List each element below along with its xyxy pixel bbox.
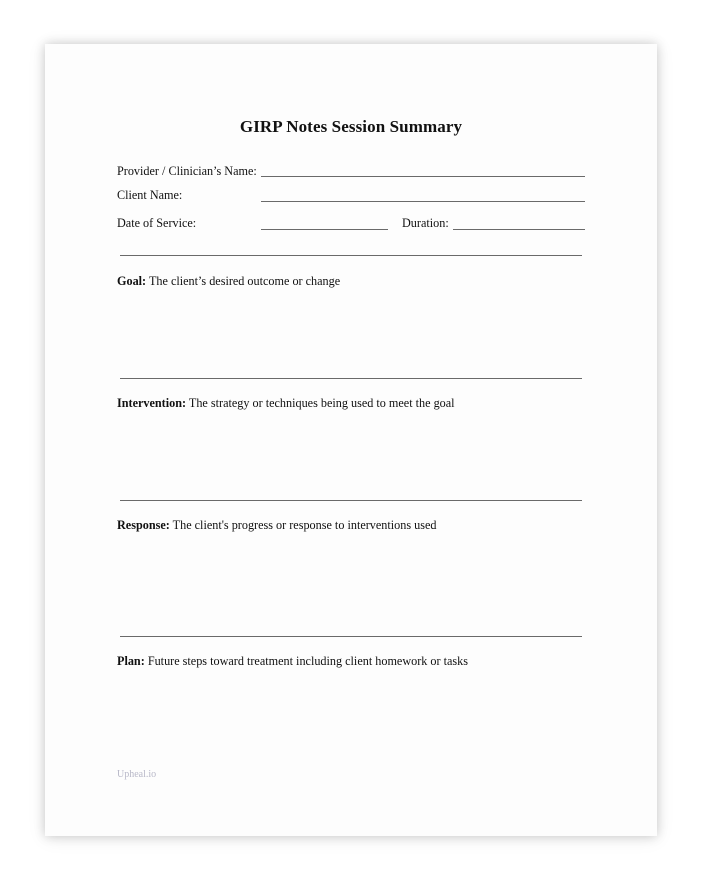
plan-notes-area[interactable] <box>117 674 585 760</box>
client-name-field[interactable] <box>261 201 585 202</box>
plan-section-header <box>117 654 468 669</box>
section-divider <box>120 636 582 637</box>
footer-brand: Upheal.io <box>117 769 157 780</box>
response-notes-area[interactable] <box>117 538 585 632</box>
intervention-section-header <box>117 396 455 411</box>
goal-heading: Goal: <box>117 274 147 288</box>
date-of-service-field[interactable] <box>261 229 388 230</box>
intervention-heading: Intervention: <box>117 396 187 410</box>
section-divider <box>120 500 582 501</box>
intervention-description: The strategy or techniques being used to meet the goal <box>186 396 455 410</box>
plan-heading: Plan: <box>117 654 145 668</box>
provider-name-field[interactable] <box>261 176 585 177</box>
client-name-label: Client Name: <box>117 188 183 202</box>
goal-notes-area[interactable] <box>117 294 585 374</box>
section-divider <box>120 255 582 256</box>
goal-section-header <box>117 274 340 289</box>
section-divider <box>120 378 582 379</box>
date-of-service-label: Date of Service: <box>117 216 197 230</box>
intervention-notes-area[interactable] <box>117 416 585 496</box>
duration-label: Duration: <box>402 216 449 230</box>
duration-field[interactable] <box>453 229 585 230</box>
plan-description: Future steps toward treatment including client homework or tasks <box>144 654 469 668</box>
goal-description: The client’s desired outcome or change <box>146 274 341 288</box>
document-title: GIRP Notes Session Summary <box>239 117 463 136</box>
response-heading: Response: <box>117 518 170 532</box>
response-section-header <box>117 518 436 533</box>
document-page <box>45 44 657 836</box>
response-description: The client's progress or response to interventions used <box>169 518 437 532</box>
provider-name-label: Provider / Clinician’s Name: <box>117 164 257 178</box>
